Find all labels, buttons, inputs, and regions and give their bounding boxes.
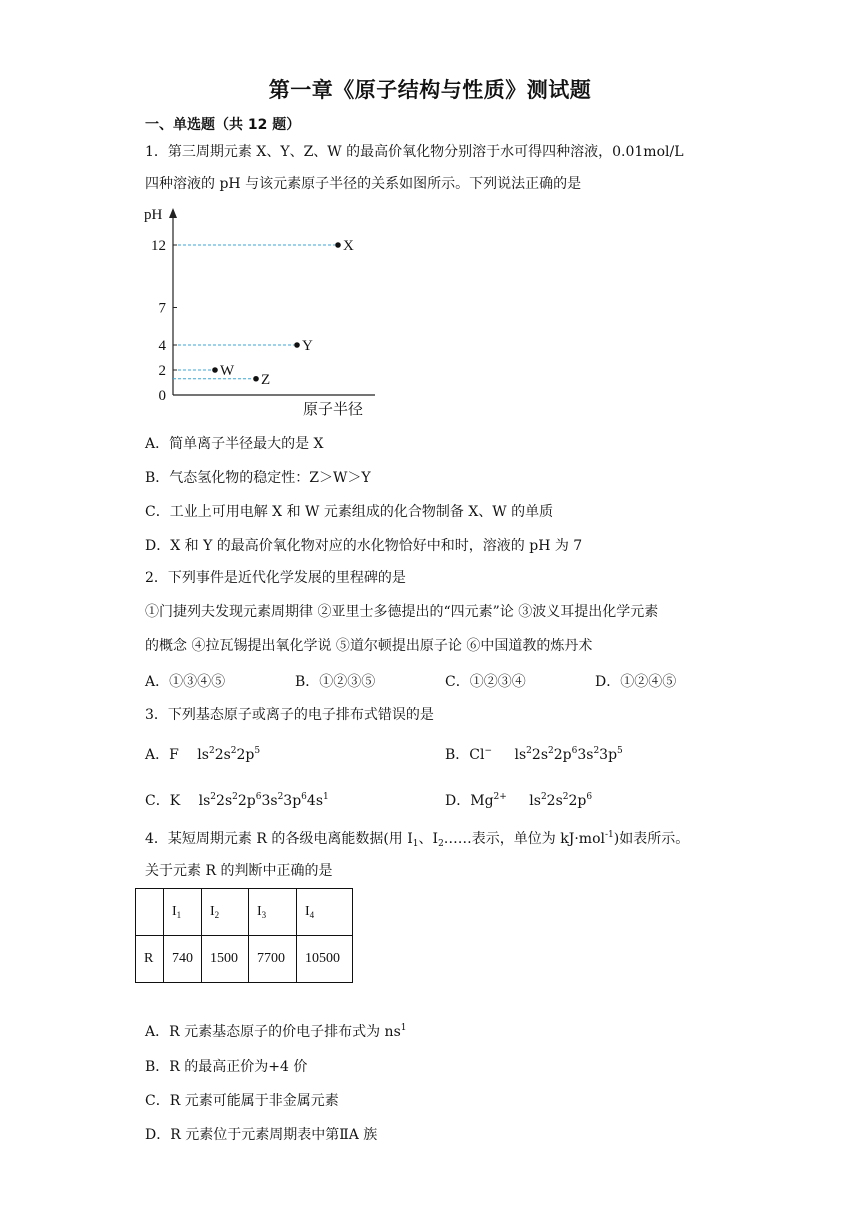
table-cell: 7700 bbox=[249, 936, 297, 983]
table-header-cell bbox=[136, 889, 164, 936]
q2-option-d[interactable]: D．①②④⑤ bbox=[595, 674, 677, 690]
q3-option-d[interactable] bbox=[445, 790, 592, 810]
chart-guides bbox=[173, 245, 335, 379]
point-label: Y bbox=[302, 338, 313, 354]
data-point bbox=[212, 367, 218, 373]
table-cell: R bbox=[136, 936, 164, 983]
ionization-energy-table bbox=[135, 888, 353, 983]
table-header-cell: $I_1$ bbox=[164, 889, 202, 936]
y-tick-label: 0 bbox=[158, 388, 166, 404]
q3-option-d-species: $Mg^{2+}$ bbox=[470, 792, 507, 809]
q2-events-line1: ①门捷列夫发现元素周期律 ②亚里士多德提出的“四元素”论 ③波义耳提出化学元素 bbox=[145, 604, 659, 620]
table-row bbox=[136, 936, 353, 983]
x-axis-label: 原子半径 bbox=[303, 402, 364, 418]
q4-option-c[interactable]: C．R 元素可能属于非金属元素 bbox=[145, 1093, 339, 1109]
table-cell: 740 bbox=[164, 936, 202, 983]
table-header-cell: $I_3$ bbox=[249, 889, 297, 936]
y-tick-label: 12 bbox=[151, 238, 166, 254]
table-cell: 10500 bbox=[297, 936, 353, 983]
q1-stem-line2: 四种溶液的 pH 与该元素原子半径的关系如图所示。下列说法正确的是 bbox=[145, 176, 582, 192]
q1-option-a[interactable]: A．简单离子半径最大的是 X bbox=[145, 436, 324, 452]
q3-option-d-formula: $ls^22s^22p^6$ bbox=[529, 792, 593, 809]
y-axis-label: pH bbox=[144, 207, 163, 223]
table-header-row bbox=[136, 889, 353, 936]
q4-stem-line1: 4．某短周期元素 R 的各级电离能数据(用 $I_1$、$I_2\dots\dots$表示，单位为 kJ·mol$^{-1}$)如表所示。 bbox=[145, 830, 690, 849]
table-header-cell: $I_4$ bbox=[297, 889, 353, 936]
section-heading: 一、单选题（共 12 题） bbox=[145, 117, 301, 133]
y-tick-label: 7 bbox=[158, 300, 166, 317]
q3-option-b-formula: $ls^22s^22p^63s^23p^5$ bbox=[514, 746, 623, 763]
table-header-cell: $I_2$ bbox=[202, 889, 249, 936]
q2-option-a[interactable]: A．①③④⑤ bbox=[145, 674, 226, 690]
q4-option-a[interactable]: A．R 元素基态原子的价电子排布式为 $ns^1$ bbox=[145, 1023, 407, 1040]
q3-option-a-formula: $ls^22s^22p^5$ bbox=[197, 746, 261, 763]
data-point bbox=[294, 342, 300, 348]
page-title: 第一章《原子结构与性质》测试题 bbox=[268, 78, 592, 102]
q2-option-c[interactable]: C．①②③④ bbox=[445, 674, 526, 690]
q3-stem: 3．下列基态原子或离子的电子排布式错误的是 bbox=[145, 707, 434, 723]
q1-option-c[interactable]: C．工业上可用电解 X 和 W 元素组成的化合物制备 X、W 的单质 bbox=[145, 504, 554, 520]
data-point bbox=[335, 242, 341, 248]
y-tick-label: 2 bbox=[158, 363, 166, 379]
q1-option-d[interactable]: D．X 和 Y 的最高价氧化物对应的水化物恰好中和时，溶液的 pH 为 7 bbox=[145, 538, 583, 554]
ph-radius-chart bbox=[140, 200, 380, 422]
chart-points bbox=[212, 238, 354, 388]
data-point bbox=[253, 376, 259, 382]
y-axis-arrow bbox=[169, 208, 177, 218]
q3-option-b-species: Cl− bbox=[469, 746, 493, 763]
point-label: X bbox=[343, 238, 354, 254]
q2-stem: 2．下列事件是近代化学发展的里程碑的是 bbox=[145, 570, 406, 586]
y-tick-label: 4 bbox=[158, 338, 166, 354]
q1-stem-line1: 1．第三周期元素 X、Y、Z、W 的最高价氧化物分别溶于水可得四种溶液，0.01mol/L bbox=[145, 144, 684, 160]
q2-events-line2: 的概念 ④拉瓦锡提出氧化学说 ⑤道尔顿提出原子论 ⑥中国道教的炼丹术 bbox=[145, 638, 593, 654]
q4-option-b[interactable]: B．R 的最高正价为+4 价 bbox=[145, 1059, 308, 1075]
q4-stem-line2: 关于元素 R 的判断中正确的是 bbox=[145, 863, 333, 879]
q3-option-a-label: A．F bbox=[145, 747, 179, 763]
q4-option-d[interactable]: D．R 元素位于元素周期表中第ⅡA 族 bbox=[145, 1127, 378, 1143]
table-cell: 1500 bbox=[202, 936, 249, 983]
point-label: Z bbox=[261, 371, 271, 388]
q3-option-d-label: D． bbox=[445, 793, 471, 809]
q3-option-c-label: C．K bbox=[145, 793, 181, 809]
q3-option-c-formula: $ls^22s^22p^63s^23p^64s^1$ bbox=[198, 792, 329, 809]
q3-option-b-label: B． bbox=[445, 747, 470, 763]
q2-option-b[interactable]: B．①②③⑤ bbox=[295, 674, 376, 690]
q1-option-b[interactable]: B．气态氢化物的稳定性：Z＞W＞Y bbox=[145, 470, 371, 486]
q3-option-a[interactable] bbox=[145, 744, 260, 764]
q3-option-c[interactable] bbox=[145, 790, 329, 810]
chart-axes bbox=[144, 207, 375, 418]
point-label: W bbox=[220, 363, 235, 379]
q3-option-b[interactable] bbox=[445, 744, 623, 764]
